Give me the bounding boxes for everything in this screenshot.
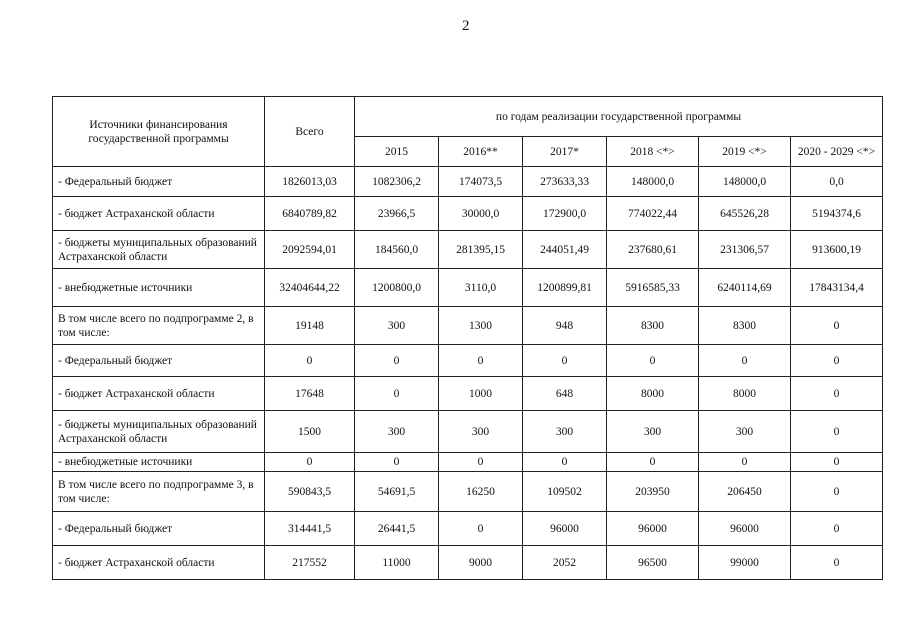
table-row bbox=[53, 307, 883, 345]
row-year-value: 0 bbox=[355, 377, 439, 411]
row-source-label: В том числе всего по подпрограмме 3, в том числе: bbox=[53, 472, 265, 512]
row-year-value: 9000 bbox=[439, 546, 523, 580]
header-year: 2017* bbox=[523, 137, 607, 167]
row-year-value: 8300 bbox=[607, 307, 699, 345]
table-row bbox=[53, 453, 883, 472]
row-total-value: 0 bbox=[265, 345, 355, 377]
table-row bbox=[53, 411, 883, 453]
header-year: 2016** bbox=[439, 137, 523, 167]
row-year-value: 300 bbox=[607, 411, 699, 453]
row-year-value: 148000,0 bbox=[699, 167, 791, 197]
row-year-value: 184560,0 bbox=[355, 231, 439, 269]
row-year-value: 645526,28 bbox=[699, 197, 791, 231]
row-year-value: 96000 bbox=[699, 512, 791, 546]
row-year-value: 30000,0 bbox=[439, 197, 523, 231]
row-year-value: 231306,57 bbox=[699, 231, 791, 269]
header-sources: Источники финансирования государственной программы bbox=[53, 97, 265, 167]
header-year: 2020 - 2029 <*> bbox=[791, 137, 883, 167]
table-row bbox=[53, 546, 883, 580]
row-year-value: 0 bbox=[439, 453, 523, 472]
row-year-value: 8000 bbox=[607, 377, 699, 411]
row-source-label: - бюджет Астраханской области bbox=[53, 197, 265, 231]
row-year-value: 273633,33 bbox=[523, 167, 607, 197]
row-year-value: 2052 bbox=[523, 546, 607, 580]
row-year-value: 300 bbox=[439, 411, 523, 453]
row-year-value: 300 bbox=[355, 411, 439, 453]
row-year-value: 237680,61 bbox=[607, 231, 699, 269]
row-source-label: - Федеральный бюджет bbox=[53, 345, 265, 377]
row-year-value: 8300 bbox=[699, 307, 791, 345]
row-year-value: 0 bbox=[699, 453, 791, 472]
row-total-value: 19148 bbox=[265, 307, 355, 345]
row-total-value: 6840789,82 bbox=[265, 197, 355, 231]
row-year-value: 648 bbox=[523, 377, 607, 411]
table-row bbox=[53, 512, 883, 546]
row-year-value: 300 bbox=[523, 411, 607, 453]
row-year-value: 54691,5 bbox=[355, 472, 439, 512]
row-year-value: 5916585,33 bbox=[607, 269, 699, 307]
row-total-value: 1826013,03 bbox=[265, 167, 355, 197]
table-row bbox=[53, 472, 883, 512]
row-source-label: - бюджеты муниципальных образований Астраханской области bbox=[53, 231, 265, 269]
row-year-value: 774022,44 bbox=[607, 197, 699, 231]
row-source-label: В том числе всего по подпрограмме 2, в том числе: bbox=[53, 307, 265, 345]
row-year-value: 96000 bbox=[607, 512, 699, 546]
row-year-value: 206450 bbox=[699, 472, 791, 512]
header-year: 2018 <*> bbox=[607, 137, 699, 167]
row-year-value: 8000 bbox=[699, 377, 791, 411]
row-year-value: 913600,19 bbox=[791, 231, 883, 269]
row-year-value: 16250 bbox=[439, 472, 523, 512]
row-total-value: 32404644,22 bbox=[265, 269, 355, 307]
row-year-value: 0 bbox=[791, 512, 883, 546]
row-source-label: - бюджет Астраханской области bbox=[53, 377, 265, 411]
row-year-value: 948 bbox=[523, 307, 607, 345]
table-row bbox=[53, 197, 883, 231]
row-year-value: 96000 bbox=[523, 512, 607, 546]
row-year-value: 0 bbox=[791, 345, 883, 377]
row-year-value: 0,0 bbox=[791, 167, 883, 197]
row-year-value: 3110,0 bbox=[439, 269, 523, 307]
row-year-value: 300 bbox=[355, 307, 439, 345]
row-year-value: 0 bbox=[523, 453, 607, 472]
row-year-value: 23966,5 bbox=[355, 197, 439, 231]
row-year-value: 96500 bbox=[607, 546, 699, 580]
row-year-value: 0 bbox=[791, 453, 883, 472]
row-total-value: 0 bbox=[265, 453, 355, 472]
row-year-value: 26441,5 bbox=[355, 512, 439, 546]
row-year-value: 99000 bbox=[699, 546, 791, 580]
row-source-label: - Федеральный бюджет bbox=[53, 167, 265, 197]
financing-table bbox=[52, 96, 883, 580]
row-total-value: 17648 bbox=[265, 377, 355, 411]
row-year-value: 0 bbox=[607, 453, 699, 472]
row-year-value: 0 bbox=[523, 345, 607, 377]
row-year-value: 0 bbox=[791, 307, 883, 345]
row-source-label: - бюджеты муниципальных образований Астраханской области bbox=[53, 411, 265, 453]
row-year-value: 1000 bbox=[439, 377, 523, 411]
row-year-value: 6240114,69 bbox=[699, 269, 791, 307]
table-row bbox=[53, 231, 883, 269]
row-year-value: 244051,49 bbox=[523, 231, 607, 269]
table-body bbox=[53, 167, 883, 580]
page-number: 2 bbox=[462, 18, 470, 34]
row-year-value: 172900,0 bbox=[523, 197, 607, 231]
row-year-value: 0 bbox=[607, 345, 699, 377]
row-year-value: 5194374,6 bbox=[791, 197, 883, 231]
row-year-value: 0 bbox=[439, 345, 523, 377]
header-year: 2019 <*> bbox=[699, 137, 791, 167]
row-year-value: 281395,15 bbox=[439, 231, 523, 269]
row-source-label: - внебюджетные источники bbox=[53, 269, 265, 307]
row-year-value: 300 bbox=[699, 411, 791, 453]
row-total-value: 1500 bbox=[265, 411, 355, 453]
header-total: Всего bbox=[265, 97, 355, 167]
row-total-value: 314441,5 bbox=[265, 512, 355, 546]
row-year-value: 203950 bbox=[607, 472, 699, 512]
row-year-value: 1200899,81 bbox=[523, 269, 607, 307]
row-year-value: 11000 bbox=[355, 546, 439, 580]
row-year-value: 0 bbox=[791, 472, 883, 512]
row-year-value: 0 bbox=[699, 345, 791, 377]
table-row bbox=[53, 377, 883, 411]
row-source-label: - бюджет Астраханской области bbox=[53, 546, 265, 580]
row-source-label: - внебюджетные источники bbox=[53, 453, 265, 472]
row-year-value: 0 bbox=[355, 345, 439, 377]
row-year-value: 0 bbox=[791, 377, 883, 411]
row-year-value: 174073,5 bbox=[439, 167, 523, 197]
row-total-value: 217552 bbox=[265, 546, 355, 580]
row-year-value: 148000,0 bbox=[607, 167, 699, 197]
header-by-years: по годам реализации государственной программы bbox=[355, 97, 883, 137]
row-year-value: 1082306,2 bbox=[355, 167, 439, 197]
table-row bbox=[53, 269, 883, 307]
row-total-value: 590843,5 bbox=[265, 472, 355, 512]
header-year: 2015 bbox=[355, 137, 439, 167]
row-year-value: 109502 bbox=[523, 472, 607, 512]
row-total-value: 2092594,01 bbox=[265, 231, 355, 269]
row-year-value: 0 bbox=[439, 512, 523, 546]
row-year-value: 17843134,4 bbox=[791, 269, 883, 307]
row-year-value: 1300 bbox=[439, 307, 523, 345]
row-year-value: 0 bbox=[355, 453, 439, 472]
row-year-value: 0 bbox=[791, 411, 883, 453]
table-row bbox=[53, 167, 883, 197]
row-source-label: - Федеральный бюджет bbox=[53, 512, 265, 546]
row-year-value: 1200800,0 bbox=[355, 269, 439, 307]
table-row bbox=[53, 345, 883, 377]
row-year-value: 0 bbox=[791, 546, 883, 580]
